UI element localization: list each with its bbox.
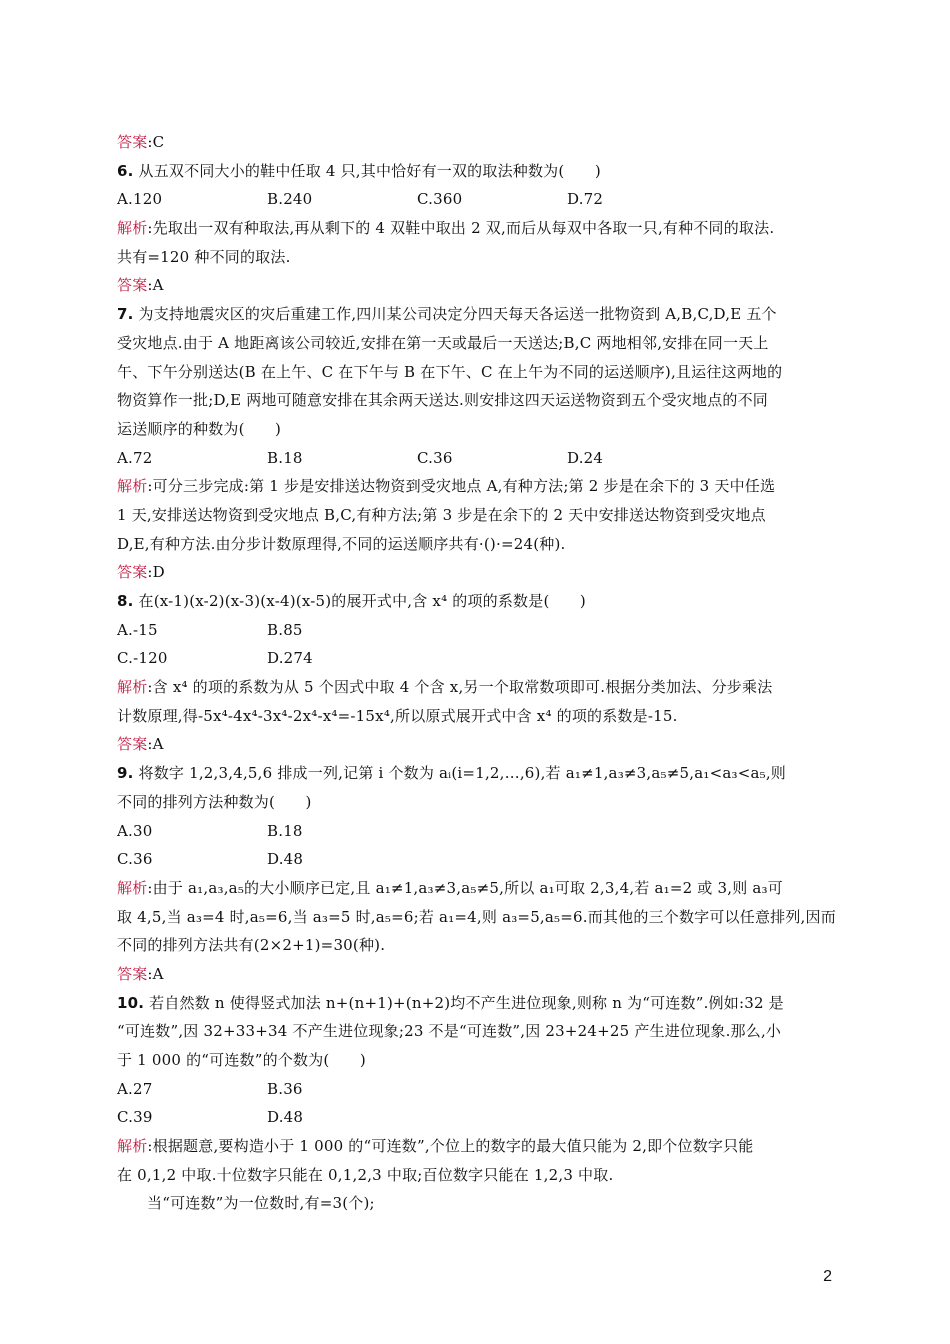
line-text: 取 4,5,当 a₃=4 时,a₅=6,当 a₃=5 时,a₅=6;若 a₁=4,则 a₃=5,a₅=6.而其他的三个数字可以任意排列,因而 (117, 907, 836, 926)
text-line (117, 1046, 837, 1075)
option: B.240 (267, 190, 313, 209)
line-text: :D (147, 563, 165, 582)
option: B.85 (267, 620, 303, 639)
question-number: 6. (117, 161, 134, 180)
question-number: 10. (117, 993, 145, 1012)
line-text: 为支持地震灾区的灾后重建工作,四川某公司决定分四天每天各运送一批物资到 A,B,C,D,E 五个 (133, 305, 777, 324)
text-line (117, 501, 837, 530)
options-row (117, 444, 837, 473)
option: A.120 (117, 190, 163, 209)
options-row (117, 644, 837, 673)
line-text: :可分三步完成:第 1 步是安排送达物资到受灾地点 A,有种方法;第 2 步是在余下的 3 天中任选 (147, 477, 776, 496)
options-row (117, 817, 837, 846)
line-text: 计数原理,得-5x⁴-4x⁴-3x⁴-2x⁴-x⁴=-15x⁴,所以原式展开式中含 x⁴ 的项的系数是-15. (117, 706, 678, 725)
answer-label: 解析 (117, 878, 148, 897)
line-text: 从五双不同大小的鞋中任取 4 只,其中恰好有一双的取法种数为( ) (133, 161, 601, 180)
options-row (117, 185, 837, 214)
text-line (117, 243, 837, 272)
option: C.36 (417, 448, 453, 467)
question-line (117, 300, 837, 329)
text-line (117, 329, 837, 358)
line-text: 不同的排列方法共有(2×2+1)=30(种). (117, 936, 386, 955)
line-text: D,E,有种方法.由分步计数原理得,不同的运送顺序共有·()·=24(种). (117, 534, 566, 553)
option: A.30 (117, 821, 153, 840)
line-text: 午、下午分别送达(B 在上午、C 在下午与 B 在下午、C 在上午为不同的运送顺序),且运往这两地的 (117, 362, 783, 381)
text-line (117, 702, 837, 731)
label-line (117, 271, 837, 300)
question-number: 8. (117, 592, 134, 610)
answer-label: 解析 (117, 219, 148, 238)
answer-label: 答案 (117, 276, 148, 295)
option: A.27 (117, 1079, 153, 1098)
line-text: “可连数”,因 32+33+34 不产生进位现象;23 不是“可连数”,因 23+24+25 产生进位现象.那么,小 (117, 1022, 782, 1041)
text-line (117, 415, 837, 444)
question-number: 9. (117, 764, 134, 783)
options-row (117, 1075, 837, 1104)
line-text: 不同的排列方法种数为( ) (117, 792, 312, 811)
option: C.-120 (117, 649, 168, 668)
answer-label: 解析 (117, 1137, 148, 1156)
answer-label: 解析 (117, 678, 148, 697)
answer-label: 答案 (117, 964, 148, 983)
line-text: :含 x⁴ 的项的系数为从 5 个因式中取 4 个含 x,另一个取常数项即可.根据分类加法、分步乘法 (147, 678, 773, 697)
line-text: 在(x-1)(x-2)(x-3)(x-4)(x-5)的展开式中,含 x⁴ 的项的系数是( ) (133, 592, 586, 610)
line-text: 在 0,1,2 中取.十位数字只能在 0,1,2,3 中取;百位数字只能在 1,2,3 中取. (117, 1165, 614, 1184)
line-text: 1 天,安排送达物资到受灾地点 B,C,有种方法;第 3 步是在余下的 2 天中安排送达物资到受灾地点 (117, 505, 766, 524)
options-row (117, 616, 837, 645)
answer-label: 解析 (117, 477, 148, 496)
line-text: :A (147, 964, 164, 983)
options-row (117, 845, 837, 874)
text-line (117, 788, 837, 817)
text-line (117, 358, 837, 387)
text-line (117, 1017, 837, 1046)
line-text: 共有=120 种不同的取法. (117, 247, 291, 266)
question-line (117, 157, 837, 186)
question-line (117, 989, 837, 1018)
option: C.360 (417, 190, 463, 209)
page-number: 2 (823, 1268, 832, 1285)
line-text: 于 1 000 的“可连数”的个数为( ) (117, 1051, 366, 1069)
option: A.72 (117, 448, 153, 467)
option: D.24 (567, 448, 604, 467)
text-line (117, 903, 837, 932)
option: B.36 (267, 1079, 303, 1098)
answer-label: 答案 (117, 735, 148, 754)
line-text: 物资算作一批;D,E 两地可随意安排在其余两天送达.则安排这四天运送物资到五个受灾地点的不同 (117, 391, 769, 410)
line-text: 若自然数 n 使得竖式加法 n+(n+1)+(n+2)均不产生进位现象,则称 n 为“可连数”.例如:32 是 (144, 993, 784, 1012)
label-line (117, 558, 837, 587)
line-text: :A (147, 735, 164, 754)
label-line (117, 1132, 837, 1161)
label-line (117, 673, 837, 702)
document-body (117, 128, 837, 1218)
line-text: 当“可连数”为一位数时,有=3(个); (147, 1194, 375, 1213)
option: D.48 (267, 1108, 304, 1127)
label-line (117, 214, 837, 243)
label-line (117, 730, 837, 759)
line-text: 将数字 1,2,3,4,5,6 排成一列,记第 i 个数为 aᵢ(i=1,2,…,6),若 a₁≠1,a₃≠3,a₅≠5,a₁<a₃<a₅,则 (133, 764, 787, 783)
options-row (117, 1103, 837, 1132)
text-line (117, 1161, 837, 1190)
line-text: :先取出一双有种取法,再从剩下的 4 双鞋中取出 2 双,而后从每双中各取一只,有种不同的取法. (147, 219, 775, 238)
text-line (117, 931, 837, 960)
option: A.-15 (117, 620, 158, 639)
answer-label: 答案 (117, 563, 148, 582)
question-line (117, 759, 837, 788)
label-line (117, 960, 837, 989)
option: D.48 (267, 850, 304, 869)
option: C.39 (117, 1108, 153, 1127)
option: D.72 (567, 190, 604, 209)
label-line (117, 128, 837, 157)
line-text: :由于 a₁,a₃,a₅的大小顺序已定,且 a₁≠1,a₃≠3,a₅≠5,所以 a₁可取 2,3,4,若 a₁=2 或 3,则 a₃可 (147, 878, 783, 897)
text-line (117, 530, 837, 559)
text-line (117, 386, 837, 415)
line-text: :A (147, 276, 164, 295)
line-text: 运送顺序的种数为( ) (117, 419, 282, 438)
line-text: 受灾地点.由于 A 地距离该公司较近,安排在第一天或最后一天送达;B,C 两地相邻,安排在同一天上 (117, 333, 769, 352)
question-number: 7. (117, 305, 134, 324)
option: C.36 (117, 850, 153, 869)
label-line (117, 874, 837, 903)
question-line (117, 587, 837, 616)
line-text: :C (147, 133, 165, 151)
line-text: :根据题意,要构造小于 1 000 的“可连数”,个位上的数字的最大值只能为 2,即个位数字只能 (147, 1137, 754, 1156)
option: B.18 (267, 821, 303, 840)
option: D.274 (267, 649, 313, 668)
text-line (117, 1189, 837, 1218)
answer-label: 答案 (117, 133, 148, 151)
option: B.18 (267, 448, 303, 467)
label-line (117, 472, 837, 501)
